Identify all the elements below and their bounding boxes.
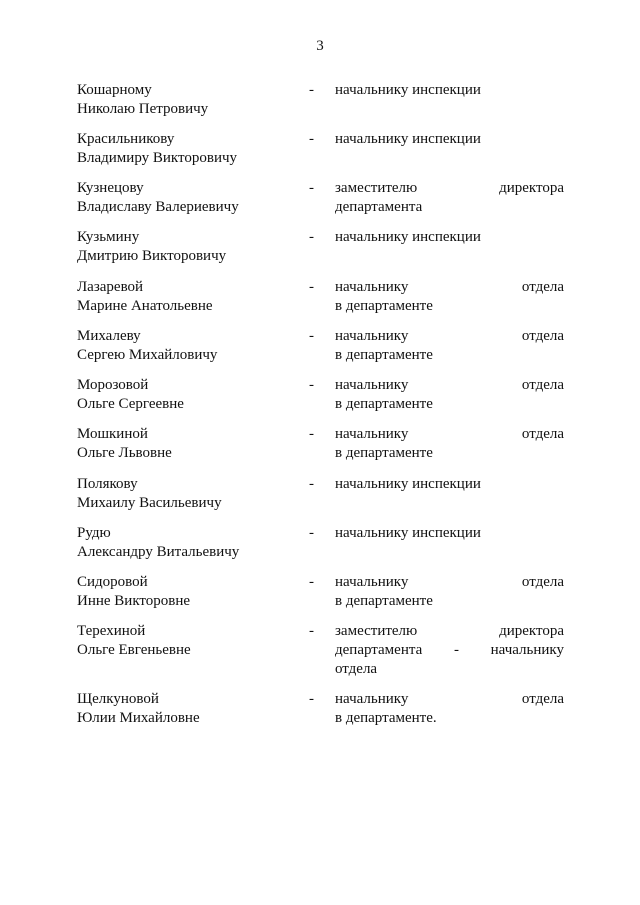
surname: Кузьмину (77, 229, 140, 245)
position-word: отдела (521, 328, 564, 344)
position-word: отдела (521, 574, 564, 590)
position-line (335, 179, 564, 198)
position-line: в департаменте (335, 347, 433, 363)
position-line: в департаменте (335, 298, 433, 314)
position-word: начальнику (335, 279, 409, 295)
dash-separator: - (309, 82, 314, 98)
position-title (335, 81, 564, 100)
surname: Лазаревой (77, 279, 144, 295)
given-names: Сергею Михайловичу (77, 347, 218, 363)
position-title (335, 475, 564, 494)
surname: Морозовой (77, 377, 149, 393)
position-word: директора (499, 180, 564, 196)
recipient-name (77, 690, 297, 728)
recipient-name (77, 524, 297, 562)
position-line: начальнику инспекции (335, 229, 481, 245)
dash-separator: - (309, 229, 314, 245)
position-title (335, 278, 564, 316)
position-title (335, 130, 564, 149)
position-line: в департаменте (335, 593, 433, 609)
dash-separator: - (309, 476, 314, 492)
given-names: Марине Анатольевне (77, 298, 213, 314)
position-line (335, 376, 564, 395)
position-word: отдела (521, 377, 564, 393)
position-word: отдела (521, 691, 564, 707)
position-line: в департаменте (335, 396, 433, 412)
surname: Кузнецову (77, 180, 144, 196)
position-line: в департаменте. (335, 710, 437, 726)
position-title (335, 573, 564, 611)
dash-separator: - (309, 279, 314, 295)
given-names: Ольге Сергеевне (77, 396, 184, 412)
dash-separator: - (309, 180, 314, 196)
surname: Кошарному (77, 82, 152, 98)
position-line: начальнику инспекции (335, 525, 481, 541)
recipient-name (77, 81, 297, 119)
position-word: департамента (335, 642, 423, 658)
dash-separator: - (309, 328, 314, 344)
recipient-name (77, 278, 297, 316)
given-names: Александру Витальевичу (77, 544, 240, 560)
surname: Михалеву (77, 328, 141, 344)
surname: Терехиной (77, 623, 146, 639)
given-names: Владимиру Викторовичу (77, 150, 238, 166)
position-title (335, 376, 564, 414)
position-title (335, 179, 564, 217)
recipient-name (77, 327, 297, 365)
position-line: начальнику инспекции (335, 131, 481, 147)
position-line (335, 690, 564, 709)
given-names: Юлии Михайловне (77, 710, 200, 726)
position-word: заместителю (335, 623, 418, 639)
surname: Красильникову (77, 131, 175, 147)
position-line (335, 327, 564, 346)
given-names: Дмитрию Викторовичу (77, 248, 227, 264)
position-line: в департаменте (335, 445, 433, 461)
position-line: отдела (335, 661, 378, 677)
position-word: отдела (521, 426, 564, 442)
position-line: начальнику инспекции (335, 476, 481, 492)
position-line (335, 278, 564, 297)
position-word: начальнику (335, 377, 409, 393)
position-title (335, 622, 564, 679)
position-title (335, 228, 564, 247)
position-word: начальнику (335, 426, 409, 442)
dash-separator: - (309, 426, 314, 442)
position-word: директора (499, 623, 564, 639)
dash-separator: - (309, 525, 314, 541)
recipient-name (77, 130, 297, 168)
given-names: Михаилу Васильевичу (77, 495, 222, 511)
position-line (335, 573, 564, 592)
position-word: - (453, 642, 459, 658)
given-names: Инне Викторовне (77, 593, 191, 609)
given-names: Николаю Петровичу (77, 101, 209, 117)
position-title (335, 690, 564, 728)
recipient-name (77, 622, 297, 660)
position-line (335, 425, 564, 444)
position-line (335, 641, 564, 660)
dash-separator: - (309, 574, 314, 590)
surname: Рудю (77, 525, 111, 541)
position-word: начальнику (335, 691, 409, 707)
position-word: заместителю (335, 180, 418, 196)
position-title (335, 524, 564, 543)
dash-separator: - (309, 377, 314, 393)
surname: Сидоровой (77, 574, 148, 590)
dash-separator: - (309, 691, 314, 707)
position-line (335, 622, 564, 641)
recipient-name (77, 376, 297, 414)
position-line: департамента (335, 199, 423, 215)
recipient-name (77, 228, 297, 266)
position-line: начальнику инспекции (335, 82, 481, 98)
recipient-name (77, 179, 297, 217)
recipient-name (77, 425, 297, 463)
position-word: отдела (521, 279, 564, 295)
recipient-name (77, 475, 297, 513)
position-title (335, 327, 564, 365)
given-names: Ольге Евгеньевне (77, 642, 191, 658)
position-word: начальнику (490, 642, 564, 658)
given-names: Ольге Львовне (77, 445, 172, 461)
position-word: начальнику (335, 574, 409, 590)
page-number: 3 (316, 38, 324, 54)
dash-separator: - (309, 131, 314, 147)
position-word: начальнику (335, 328, 409, 344)
given-names: Владиславу Валериевичу (77, 199, 239, 215)
surname: Полякову (77, 476, 138, 492)
surname: Щелкуновой (77, 691, 159, 707)
dash-separator: - (309, 623, 314, 639)
position-title (335, 425, 564, 463)
surname: Мошкиной (77, 426, 148, 442)
recipient-name (77, 573, 297, 611)
